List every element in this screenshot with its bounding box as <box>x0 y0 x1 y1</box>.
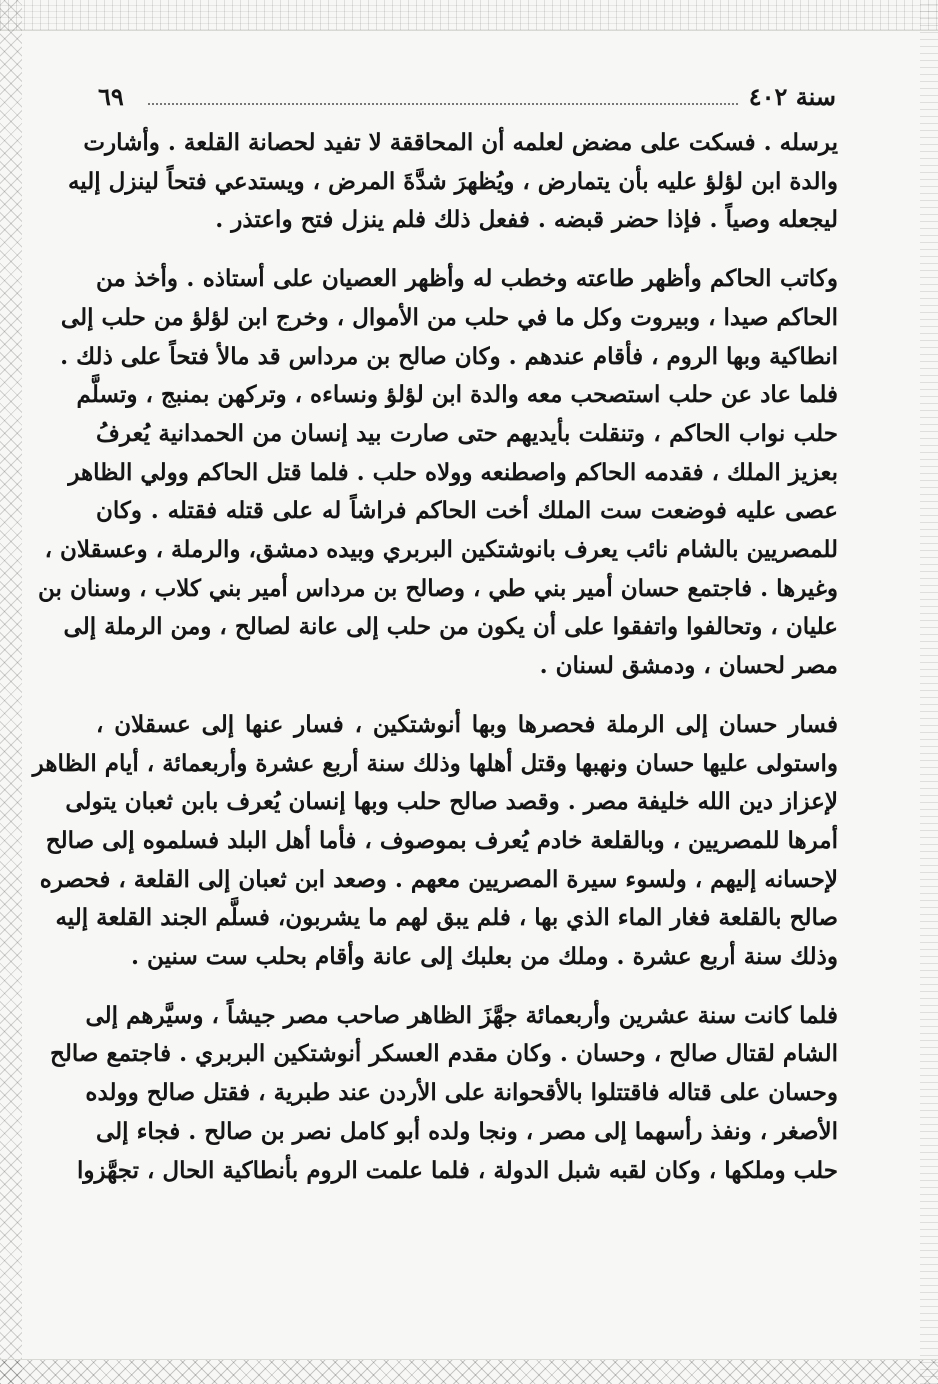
text-line: لإحسانه إليهم ، ولسوء سيرة المصريين معهم . وصعد ابن ثعبان إلى القلعة ، فحصره <box>39 865 838 893</box>
text-line: والدة ابن لؤلؤ عليه بأن يتمارض ، ويُظهرَ شدَّةَ المرض ، ويستدعي فتحاً لينزل إليه <box>67 167 838 195</box>
text-line: الأصغر ، ونفذ رأسهما إلى مصر ، ونجا ولده أبو كامل نصر بن صالح . فجاء إلى <box>96 1117 838 1145</box>
text-line: الحاكم صيدا ، وبيروت وكل ما في حلب من الأموال ، وخرج ابن لؤلؤ من حلب إلى <box>60 303 838 331</box>
text-line: وكاتب الحاكم وأظهر طاعته وخطب له وأظهر العصيان على أستاذه . وأخذ من <box>96 265 838 293</box>
page-content <box>32 124 838 1210</box>
page-left-edge <box>0 0 22 1384</box>
page-header <box>98 82 836 116</box>
text-line: وحسان على قتاله فاقتتلوا بالأقحوانة على الأردن عند طبرية ، فقتل صالح وولده <box>85 1079 838 1107</box>
text-line: للمصريين بالشام نائب يعرف بانوشتكين البربري وبيده دمشق، والرملة ، وعسقلان ، <box>44 536 838 564</box>
text-line: فلما كانت سنة عشرين وأربعمائة جهَّزَ الظاهر صاحب مصر جيشاً ، وسيَّرهم إلى <box>85 1001 838 1029</box>
text-line: وغيرها . فاجتمع حسان أمير بني طي ، وصالح بن مرداس أمير بني كلاب ، وسنان بن <box>38 574 838 602</box>
paragraph <box>38 260 838 686</box>
page-top-edge <box>0 0 938 31</box>
text-line: عليان ، وتحالفوا واتفقوا على أن يكون من حلب إلى عانة لصالح ، ومن الرملة إلى <box>63 613 838 641</box>
page-right-edge <box>920 0 938 1384</box>
text-line: الشام لقتال صالح ، وحسان . وكان مقدم العسكر أنوشتكين البربري . فاجتمع صالح <box>49 1040 838 1068</box>
text-line: مصر لحسان ، ودمشق لسنان . <box>539 652 838 680</box>
page-number: ٦٩ <box>98 82 124 111</box>
paragraph <box>67 124 838 240</box>
text-line: واستولى عليها حسان ونهبها وقتل أهلها وذلك سنة أربع عشرة وأربعمائة ، أيام الظاهر <box>32 749 838 777</box>
text-line: عصى عليه فوضعت ست الملك أخت الحاكم فراشاً له على قتله فقتله . وكان <box>96 497 838 525</box>
header-dotted-rule <box>148 103 738 105</box>
running-head: سنة ٤٠٢ <box>748 82 836 111</box>
text-line: ليجعله وصياً . فإذا حضر قبضه . ففعل ذلك فلم ينزل فتح واعتذر . <box>215 206 838 234</box>
text-line: فلما عاد عن حلب استصحب معه والدة ابن لؤلؤ ونساءه ، وتركهن بمنبج ، وتسلَّم <box>76 381 838 409</box>
text-line: حلب وملكها ، وكان لقبه شبل الدولة ، فلما علمت الروم بأنطاكية الحال ، تجهَّزوا <box>76 1156 838 1184</box>
text-line: لإعزاز دين الله خليفة مصر . وقصد صالح حلب وبها إنسان يُعرف بابن ثعبان يتولى <box>65 788 838 816</box>
text-line: حلب نواب الحاكم ، وتنقلت بأيديهم حتى صارت بيد إنسان من الحمدانية يُعرفُ <box>96 419 838 447</box>
paragraph <box>49 997 838 1191</box>
text-line: أمرها للمصريين ، وبالقلعة خادم يُعرف بموصوف ، فأما أهل البلد فسلموه إلى صالح <box>45 826 838 854</box>
text-line: فسار حسان إلى الرملة فحصرها وبها أنوشتكين ، فسار عنها إلى عسقلان ، <box>96 710 838 738</box>
text-line: انطاكية وبها الروم ، فأقام عندهم . وكان صالح بن مرداس قد مالأ فتحاً على ذلك . <box>60 342 838 370</box>
text-line: وذلك سنة أربع عشرة . وملك من بعلبك إلى عانة وأقام بحلب ست سنين . <box>131 943 838 971</box>
text-line: بعزيز الملك ، فقدمه الحاكم واصطنعه وولاه حلب . فلما قتل الحاكم وولي الظاهر <box>68 458 838 486</box>
page-bottom-edge <box>0 1359 938 1384</box>
text-line: صالح بالقلعة فغار الماء الذي بها ، فلم يبق لهم ما يشربون، فسلَّم الجند القلعة إليه <box>55 904 838 932</box>
text-line: يرسله . فسكت على مضض لعلمه أن المحاققة لا تفيد لحصانة القلعة . وأشارت <box>83 129 838 156</box>
paragraph <box>32 706 838 977</box>
